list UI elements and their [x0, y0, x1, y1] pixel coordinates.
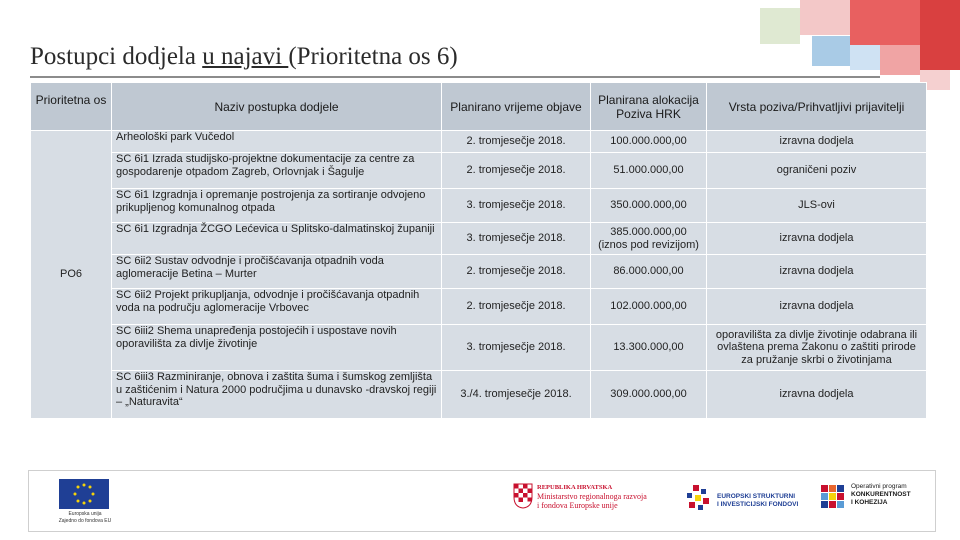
eu-caption-line2: Zajedno do fondova EU: [58, 518, 112, 524]
table-row: [31, 153, 927, 189]
row-call-type: izravna dodjela: [707, 371, 927, 419]
table-row: [31, 325, 927, 371]
row-allocation: 13.300.000,00: [591, 325, 707, 371]
table-row: [31, 255, 927, 289]
decor-square: [880, 45, 920, 75]
row-procedure-name: SC 6ii2 Sustav odvodnje i pročišćavanja otpadnih voda aglomeracije Betina – Murter: [112, 255, 442, 289]
row-procedure-name: Arheološki park Vučedol: [112, 131, 442, 153]
esif-icon: [683, 483, 713, 513]
title-underlined: u najavi: [202, 43, 289, 70]
op-text: [851, 483, 935, 507]
op-line3: I KOHEZIJA: [851, 499, 888, 506]
row-procedure-name: SC 6iii3 Razminiranje, obnova i zaštita šuma i šumskog zemljišta u zaštićenim i Natura 2000 područjima u dunavsko -dravskoj regiji – „Naturavita“: [112, 371, 442, 419]
header-procedure-name: Naziv postupka dodjele: [112, 83, 442, 131]
procedures-table: [30, 82, 927, 419]
row-call-type: oporavilišta za divlje životinje odabrana ili ovlaštena prema Zakonu o zaštiti prirode za pružanje skrbi o životinjama: [707, 325, 927, 371]
header-allocation: Planirana alokacija Poziva HRK: [591, 83, 707, 131]
table-row: [31, 371, 927, 419]
row-allocation: 309.000.000,00: [591, 371, 707, 419]
row-call-type: ograničeni poziv: [707, 153, 927, 189]
row-procedure-name: SC 6i1 Izgradnja i opremanje postrojenja za sortiranje odvojeno prikupljenog komunalnog otpada: [112, 189, 442, 223]
eu-caption: [47, 511, 123, 525]
row-allocation: 350.000.000,00: [591, 189, 707, 223]
ministry-text: [537, 483, 687, 510]
row-planned-time: 2. tromjesečje 2018.: [442, 131, 591, 153]
row-allocation: 86.000.000,00: [591, 255, 707, 289]
row-allocation: 102.000.000,00: [591, 289, 707, 325]
header-planned-time: Planirano vrijeme objave: [442, 83, 591, 131]
row-call-type: izravna dodjela: [707, 289, 927, 325]
ministry-line1: REPUBLIKA HRVATSKA: [537, 484, 613, 491]
row-planned-time: 3. tromjesečje 2018.: [442, 325, 591, 371]
esif-text: [717, 493, 827, 509]
table-row: [31, 223, 927, 255]
row-call-type: izravna dodjela: [707, 255, 927, 289]
table-header-row: [31, 83, 927, 131]
title-prefix: Postupci dodjela: [30, 43, 203, 70]
decor-square: [850, 45, 880, 70]
eu-flag-icon: [59, 479, 109, 509]
esif-line1: EUROPSKI STRUKTURNI: [717, 493, 796, 500]
decor-square: [760, 8, 800, 44]
op-line2: KONKURENTNOST: [851, 491, 911, 498]
title-divider: [30, 76, 880, 78]
op-line1: Operativni program: [851, 483, 907, 490]
croatia-coat-of-arms-icon: [513, 483, 533, 509]
row-call-type: izravna dodjela: [707, 223, 927, 255]
op-icon: [819, 483, 847, 511]
decor-square: [920, 0, 960, 70]
row-planned-time: 2. tromjesečje 2018.: [442, 153, 591, 189]
row-planned-time: 2. tromjesečje 2018.: [442, 255, 591, 289]
footer-logo-bar: [28, 470, 936, 532]
row-procedure-name: SC 6i1 Izrada studijsko-projektne dokumentacije za centre za gospodarenje otpadom Zagreb, Orlovnjak i Šagulje: [112, 153, 442, 189]
row-allocation: 385.000.000,00 (iznos pod revizijom): [591, 223, 707, 255]
esif-line2: I INVESTICIJSKI FONDOVI: [717, 501, 799, 508]
row-procedure-name: SC 6i1 Izgradnja ŽCGO Lećevica u Splitsko-dalmatinskoj županiji: [112, 223, 442, 255]
header-call-type: Vrsta poziva/Prihvatljivi prijavitelji: [707, 83, 927, 131]
row-procedure-name: SC 6ii2 Projekt prikupljanja, odvodnje i pročišćavanja otpadnih voda na području aglomeracije Vrbovec: [112, 289, 442, 325]
eu-caption-line1: Europska unija: [68, 511, 102, 517]
decor-square: [800, 0, 850, 35]
row-call-type: JLS-ovi: [707, 189, 927, 223]
ministry-line3: i fondova Europske unije: [537, 501, 618, 510]
row-planned-time: 3. tromjesečje 2018.: [442, 223, 591, 255]
row-planned-time: 3. tromjesečje 2018.: [442, 189, 591, 223]
priority-axis-cell: PO6: [31, 131, 112, 419]
slide-title: [30, 43, 458, 71]
row-planned-time: 2. tromjesečje 2018.: [442, 289, 591, 325]
row-call-type: izravna dodjela: [707, 131, 927, 153]
decor-square: [812, 36, 850, 66]
ministry-line2: Ministarstvo regionalnoga razvoja: [537, 492, 647, 501]
title-suffix: (Prioritetna os 6): [288, 43, 458, 70]
table-row: [31, 131, 927, 153]
row-allocation: 51.000.000,00: [591, 153, 707, 189]
table-row: [31, 189, 927, 223]
eu-logo: [59, 479, 109, 509]
decor-square: [850, 0, 920, 45]
header-priority-axis: Prioritetna os: [31, 83, 112, 131]
row-procedure-name: SC 6iii2 Shema unapređenja postojećih i uspostave novih oporavilišta za divlje životinje: [112, 325, 442, 371]
row-allocation: 100.000.000,00: [591, 131, 707, 153]
row-planned-time: 3./4. tromjesečje 2018.: [442, 371, 591, 419]
table-row: [31, 289, 927, 325]
